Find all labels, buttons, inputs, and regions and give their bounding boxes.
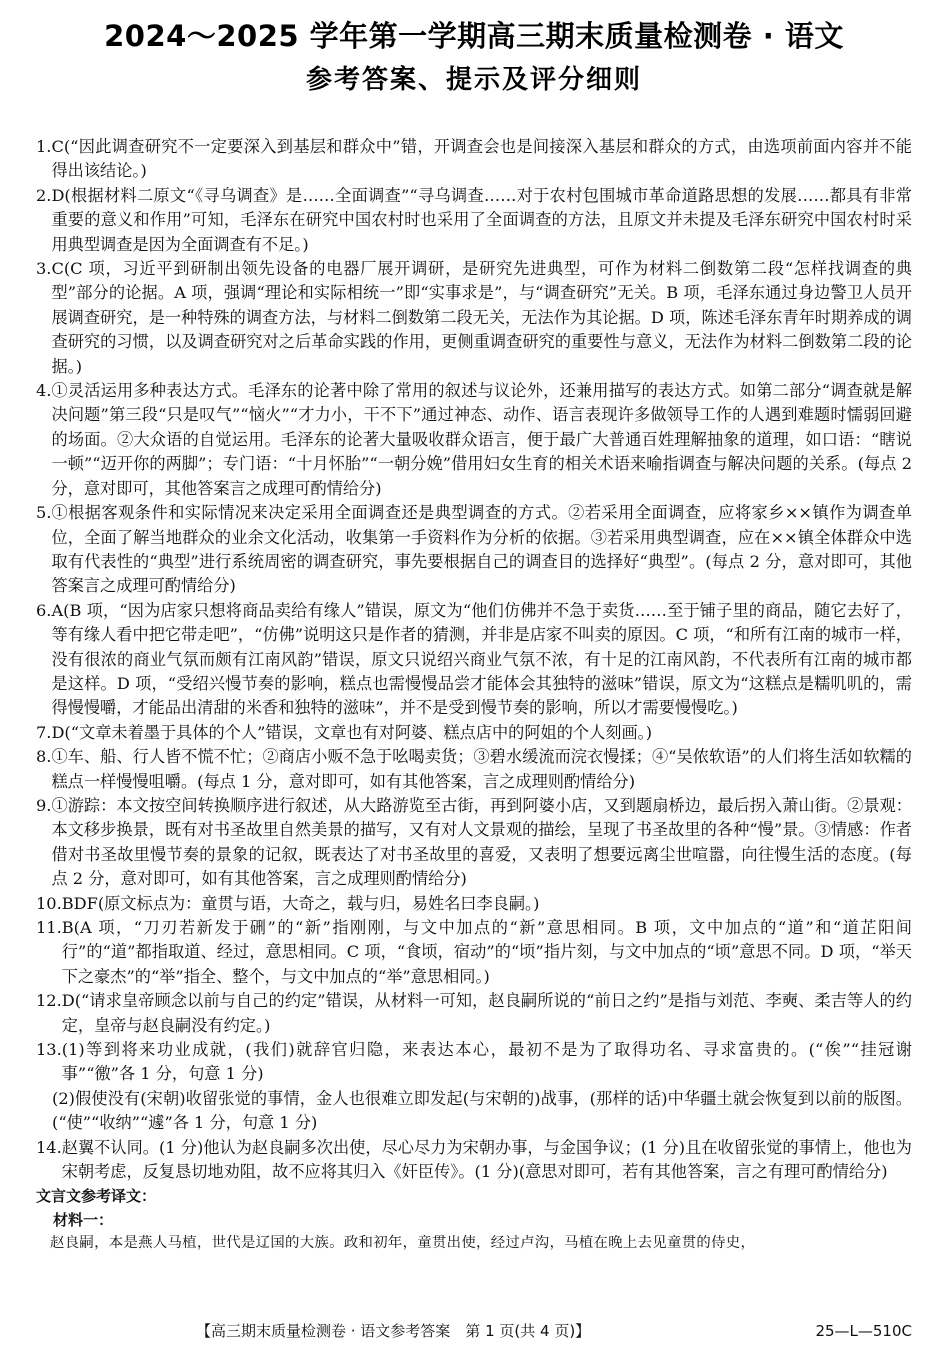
answer-item-14 xyxy=(36,1136,912,1185)
answer-number: 3. xyxy=(36,259,52,279)
answer-text: B(A 项，“刀刃若新发于硎”的“新”指刚刚，与文中加点的“新”意思相同。B 项，文中加点的“道”和“道芷阳间行”的“道”都指取道、经过，意思相同。C 项，“食顷，宿动”的“顷”指片刻，与文中加点的“顷”意思不同。D 项，“举天下之豪杰”的“举”指全、整个，与文中加点的“举”意思相同。) xyxy=(61,918,912,986)
answer-number: 8. xyxy=(36,747,52,767)
answer-item-9 xyxy=(36,794,912,892)
answer-number: 10. xyxy=(36,893,62,913)
answer-number: 14. xyxy=(36,1137,62,1157)
answer-item-13-part-2: (2)假使没有(宋朝)收留张觉的事情，金人也很难立即发起(与宋朝的)战事，(那样的话)中华疆土就会恢复到以前的版图。(“使”“收纳”“遽”各 1 分，句意 1 分) xyxy=(52,1088,912,1133)
answer-item-11 xyxy=(36,916,912,989)
answer-list xyxy=(36,135,912,1254)
answer-text: ①车、船、行人皆不慌不忙；②商店小贩不急于吆喝卖货；③碧水缓流而浣衣慢揉；④“吴侬软语”的人们将生活如软糯的糕点一样慢慢咀嚼。(每点 1 分，意对即可，如有其他答案，言之成理则酌情给分) xyxy=(51,747,912,791)
answer-text: D(“文章未着墨于具体的个人”错误，文章也有对阿婆、糕点店中的阿姐的个人刻画。) xyxy=(51,722,653,742)
answer-number: 7. xyxy=(36,722,52,742)
answer-text: (1)等到将来功业成就，(我们)就辞官归隐，来表达本心，最初不是为了取得功名、寻求富贵的。(“俟”“挂冠谢事”“徼”各 1 分，句意 1 分) xyxy=(61,1040,912,1084)
answer-item-6 xyxy=(36,599,912,721)
answer-number: 13. xyxy=(36,1040,62,1060)
answer-text: C(C 项，习近平到研制出领先设备的电器厂展开调研，是研究先进典型，可作为材料二倒数第二段“怎样找调查的典型”部分的论据。A 项，强调“理论和实际相统一”即“实事求是”，与“调查研究”无关。B 项，毛泽东通过身边警卫人员开展调查研究，是一种特殊的调查方法，与材料二倒数第二段无关，无法作为其论据。D 项，陈述毛泽东青年时期养成的调查研究的习惯，以及调查研究对之后革命实践的作用，更侧重调查研究的重要性与意义，无法作为材料二倒数第二段的论据。) xyxy=(51,259,912,376)
document-title: 2024～2025 学年第一学期高三期末质量检测卷 · 语文 xyxy=(104,19,844,53)
translation-heading: 文言文参考译文： xyxy=(36,1187,157,1206)
answer-number: 6. xyxy=(36,600,52,620)
footer-page-info: 【高三期末质量检测卷 · 语文参考答案 第 1 页(共 4 页)】 xyxy=(196,1322,591,1340)
answer-number: 2. xyxy=(36,185,52,205)
page-footer xyxy=(36,1319,912,1343)
answer-item-1 xyxy=(36,135,912,184)
answer-item-10 xyxy=(36,892,912,916)
answer-number: 11. xyxy=(36,918,62,937)
answer-text: A(B 项，“因为店家只想将商品卖给有缘人”错误，原文为“他们仿佛并不急于卖货……至于铺子里的商品，随它去好了，等有缘人看中把它带走吧”，“仿佛”说明这只是作者的猜测，并非是店家不叫卖的原因。C 项，“和所有江南的城市一样，没有很浓的商业气氛而颇有江南风韵”错误，原文只说绍兴商业气氛不浓，有十足的江南风韵，不代表所有江南的城市都是这样。D 项，“受绍兴慢节奏的影响，糕点也需慢慢品尝才能体会其独特的滋味”错误，原文为“这糕点是糯叽叽的，需得慢慢嚼，才能品出清甜的米香和独特的滋味”，并不是受到慢节奏的影响，所以才需要慢慢吃。) xyxy=(51,600,912,718)
answer-text: ①根据客观条件和实际情况来决定采用全面调查还是典型调查的方式。②若采用全面调查，应将家乡××镇作为调查单位，全面了解当地群众的业余文化活动，收集第一手资料作为分析的依据。③若采用典型调查，应在××镇全体群众中选取有代表性的“典型”进行系统周密的调查研究，事先要根据自己的调查目的选择好“典型”。(每点 2 分，意对即可，其他答案言之成理可酌情给分) xyxy=(51,503,912,596)
answer-item-13 xyxy=(36,1038,912,1087)
answer-item-8 xyxy=(36,745,912,794)
answer-text: BDF(原文标点为：童贯与语，大奇之，载与归，易姓名曰李良嗣。) xyxy=(61,893,540,913)
answer-number: 12. xyxy=(36,991,62,1011)
answer-text: ①游踪：本文按空间转换顺序进行叙述，从大路游览至古街，再到阿婆小店，又到题扇桥边，最后拐入萧山街。②景观：本文移步换景，既有对书圣故里自然美景的描写，又有对人文景观的描绘，呈现了书圣故里的各种“慢”景。③情感：作者借对书圣故里慢节奏的景象的记叙，既表达了对书圣故里的喜爱，又表明了想要远离尘世喧嚣，向往慢生活的态度。(每点 2 分，意对即可，如有其他答案，言之成理则酌情给分) xyxy=(51,795,912,889)
answer-text: D(根据材料二原文“《寻乌调查》是……全面调查”“寻乌调查……对于农村包围城市革命道路思想的发展……都具有非常重要的意义和作用”可知，毛泽东在研究中国农村时也采用了全面调查的方法，且原文并未提及毛泽东研究中国农村时采用典型调查是因为全面调查有不足。) xyxy=(51,185,912,254)
footer-code: 25—L—510C xyxy=(815,1322,912,1340)
answer-number: 4. xyxy=(36,381,52,401)
answer-item-5 xyxy=(36,501,912,599)
answer-text: ①灵活运用多种表达方式。毛泽东的论著中除了常用的叙述与议论外，还兼用描写的表达方式。如第二部分“调查就是解决问题”第三段“只是叹气”“恼火”“才力小，干不下”通过神态、动作、语言表现许多做领导工作的人遇到难题时懦弱回避的场面。②大众语的自觉运用。毛泽东的论著大量吸收群众语言，便于最广大普通百姓理解抽象的道理，如口语：“瞎说一顿”“迈开你的两脚”；专门语：“十月怀胎”“一朝分娩”借用妇女生育的相关术语来喻指调查与解决问题的关系。(每点 2 分，意对即可，其他答案言之成理可酌情给分) xyxy=(51,381,912,498)
answer-item-7 xyxy=(36,721,912,745)
answer-text: 赵翼不认同。(1 分)他认为赵良嗣多次出使，尽心尽力为宋朝办事，与金国争议；(1 分)且在收留张觉的事情上，他也为宋朝考虑，反复恳切地劝阻，故不应将其归入《奸臣传》。(1 分)(意思对即可，若有其他答案，言之有理可酌情给分) xyxy=(61,1137,912,1182)
answer-text: C(“因此调查研究不一定要深入到基层和群众中”错，开调查会也是间接深入基层和群众的方式，由选项前面内容并不能得出该结论。) xyxy=(51,137,912,181)
answer-number: 1. xyxy=(36,137,52,156)
material-label: 材料一： xyxy=(53,1211,114,1230)
answer-item-12 xyxy=(36,989,912,1038)
document-subtitle: 参考答案、提示及评分细则 xyxy=(305,65,642,95)
answer-number: 5. xyxy=(36,503,52,523)
answer-text: D(“请求皇帝顾念以前与自己的约定”错误，从材料一可知，赵良嗣所说的“前日之约”是指与刘范、李奭、柔吉等人的约定，皇帝与赵良嗣没有约定。) xyxy=(61,991,912,1035)
answer-number: 9. xyxy=(36,795,52,815)
answer-item-2 xyxy=(36,184,912,257)
answer-item-4 xyxy=(36,379,912,501)
translation-text: 赵良嗣，本是燕人马植，世代是辽国的大族。政和初年，童贯出使，经过卢沟，马植在晚上去见童贯的侍史， xyxy=(50,1235,756,1252)
answer-item-3 xyxy=(36,257,912,379)
